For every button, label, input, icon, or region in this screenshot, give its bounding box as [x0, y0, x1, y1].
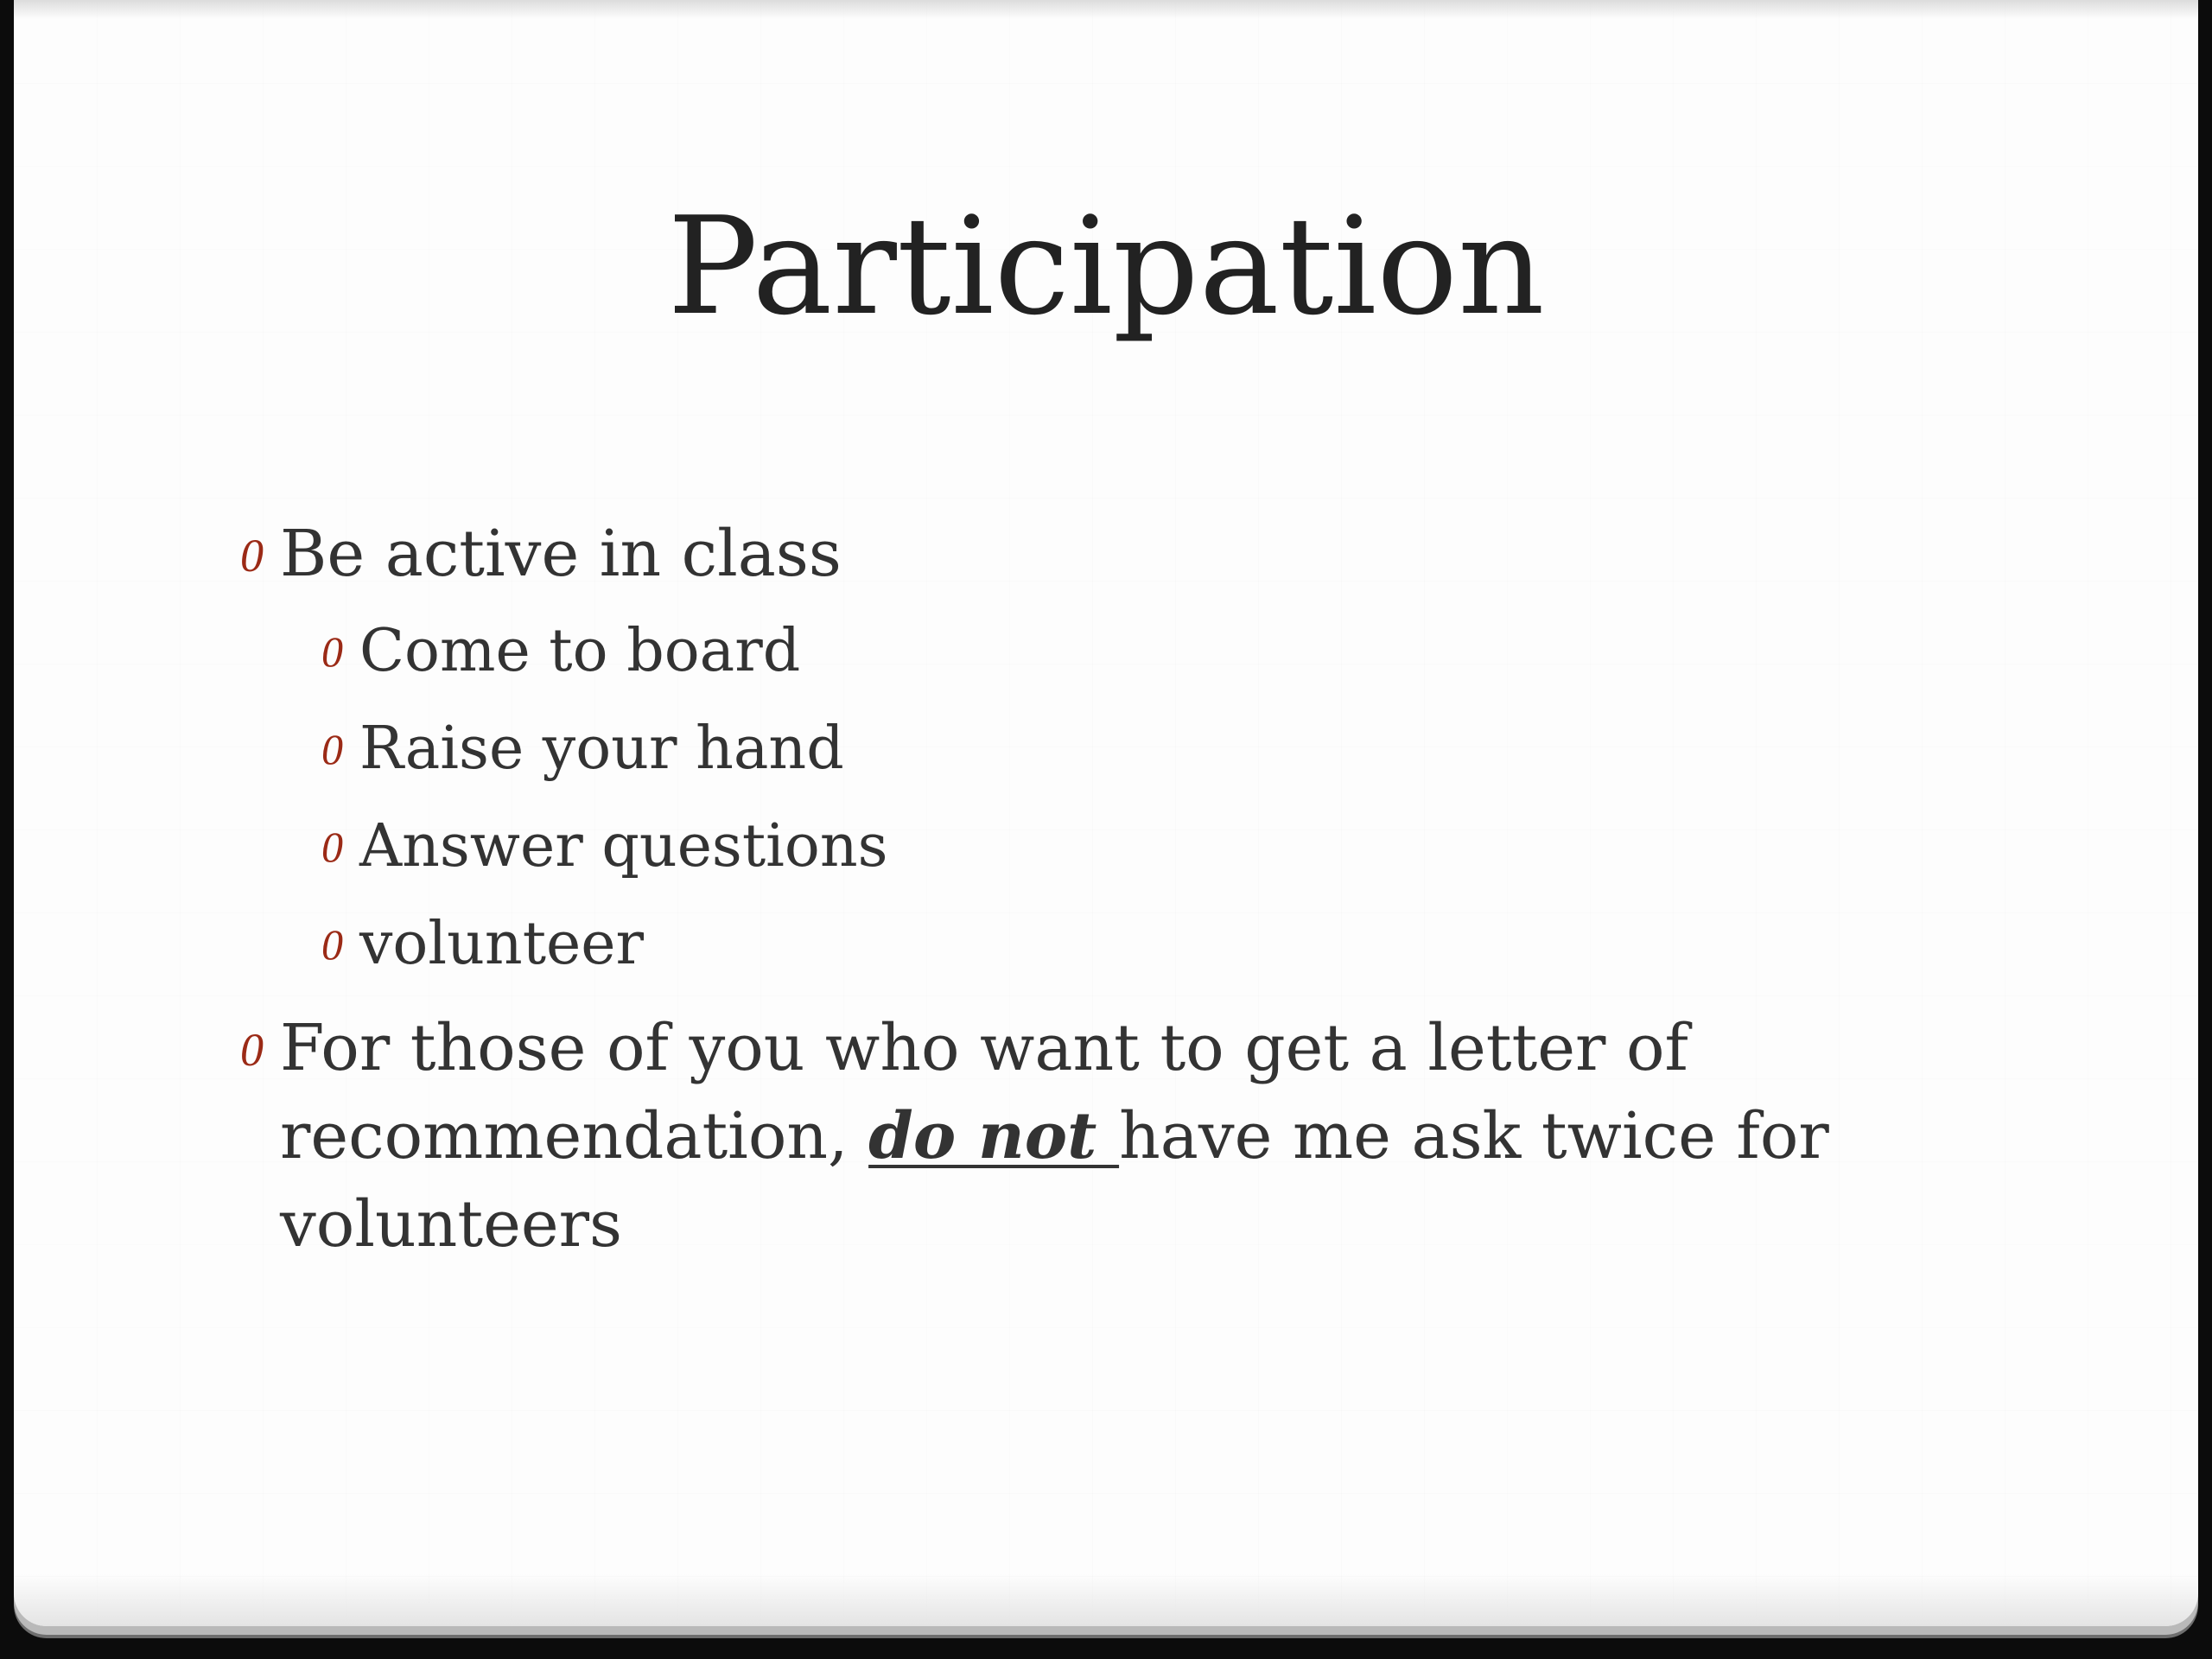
- bullet-list: [14, 0, 2198, 1626]
- list-item: [321, 906, 645, 983]
- list-item: [321, 808, 888, 886]
- list-item: [321, 710, 844, 788]
- slide-title: Participation: [667, 188, 1545, 345]
- list-item: [240, 510, 842, 598]
- recommendation-text-start: For those of you who want to get a letter of recommendation,: [280, 1011, 1688, 1173]
- list-item-text: Be active in class: [280, 517, 842, 591]
- list-item-text: Answer questions: [359, 812, 888, 880]
- bullet-icon: 0: [321, 920, 343, 969]
- bullet-icon: 0: [240, 1024, 264, 1076]
- recommendation-text-end: have me ask twice for volunteers: [280, 1099, 1829, 1262]
- recommendation-emphasis: do not: [868, 1099, 1120, 1173]
- list-item-text: Raise your hand: [359, 715, 844, 783]
- list-item-text: Come to board: [359, 617, 801, 685]
- bullet-icon: 0: [321, 823, 343, 871]
- bullet-icon: 0: [240, 530, 264, 582]
- list-item-recommendation: [240, 1004, 1835, 1268]
- bullet-icon: 0: [321, 627, 343, 676]
- list-item-text: volunteer: [359, 910, 645, 978]
- bullet-icon: 0: [321, 725, 343, 773]
- list-item: [321, 613, 801, 690]
- slide-canvas: [14, 0, 2198, 1626]
